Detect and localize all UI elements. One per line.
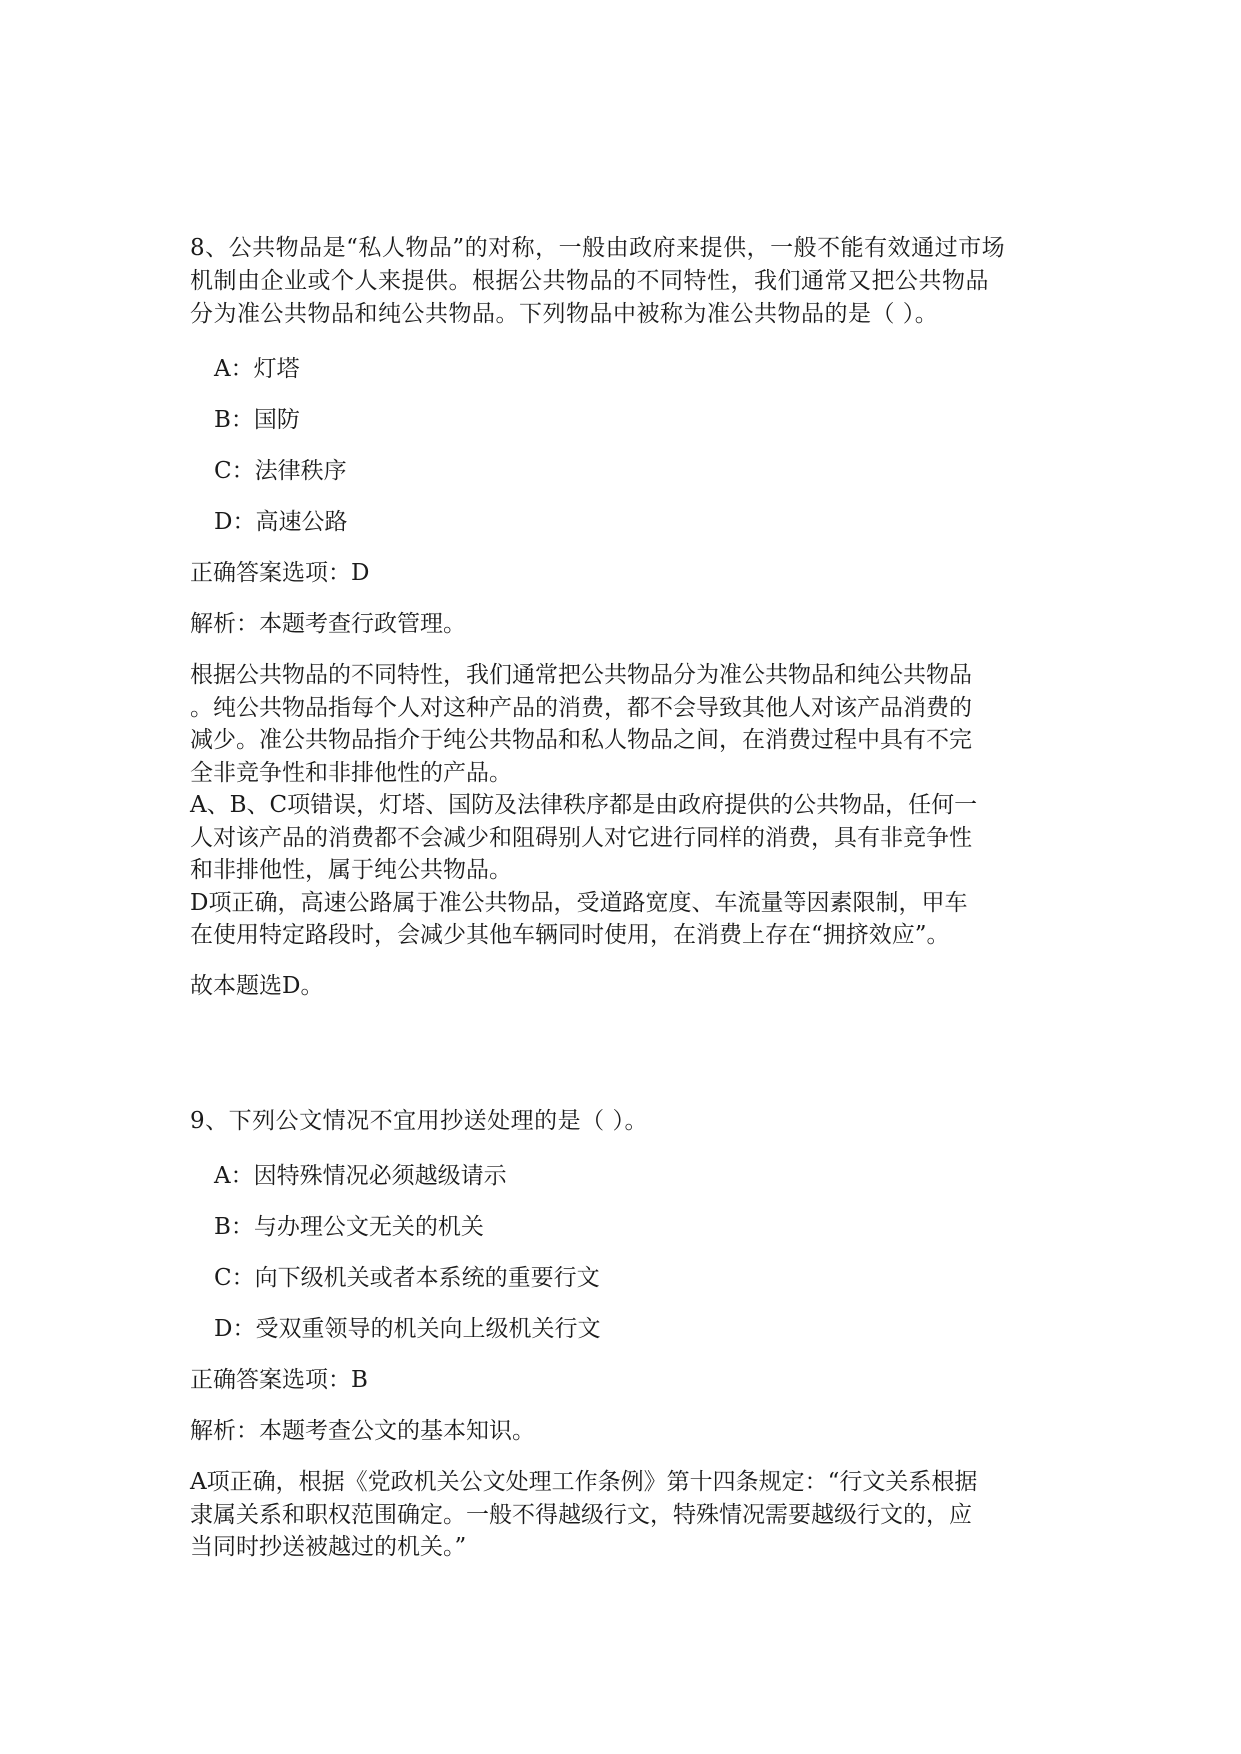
correct-answer: 正确答案选项：D bbox=[190, 560, 370, 586]
option-d: D：高速公路 bbox=[214, 509, 348, 535]
stem-line: 8、公共物品是“私人物品”的对称，一般由政府来提供，一般不能有效通过市场 bbox=[190, 235, 1006, 261]
question-9-stem bbox=[190, 1105, 1060, 1138]
question-8 bbox=[190, 232, 1060, 1003]
question-9-options bbox=[190, 1160, 1060, 1346]
analysis-line: 当同时抄送被越过的机关。” bbox=[190, 1534, 467, 1560]
question-9 bbox=[190, 1105, 1060, 1564]
option-c: C：法律秩序 bbox=[214, 458, 347, 484]
question-8-options bbox=[190, 353, 1060, 539]
analysis-line: A、B、C项错误，灯塔、国防及法律秩序都是由政府提供的公共物品，任何一 bbox=[190, 792, 978, 818]
correct-answer: 正确答案选项：B bbox=[190, 1367, 368, 1393]
analysis-line: 在使用特定路段时，会减少其他车辆同时使用，在消费上存在“拥挤效应”。 bbox=[190, 922, 950, 948]
analysis-line: 全非竞争性和非排他性的产品。 bbox=[190, 759, 512, 786]
analysis-line: A项正确，根据《党政机关公文处理工作条例》第十四条规定：“行文关系根据 bbox=[190, 1469, 978, 1495]
analysis-title: 解析：本题考查行政管理。 bbox=[190, 611, 466, 637]
stem-line: 分为准公共物品和纯公共物品。下列物品中被称为准公共物品的是（ ）。 bbox=[190, 301, 939, 327]
analysis-body bbox=[190, 659, 1060, 952]
stem-line: 机制由企业或个人来提供。根据公共物品的不同特性，我们通常又把公共物品 bbox=[190, 268, 989, 294]
analysis-line: 和非排他性，属于纯公共物品。 bbox=[190, 857, 512, 883]
option-b: B：国防 bbox=[214, 407, 300, 433]
stem-line: 9、下列公文情况不宜用抄送处理的是（ ）。 bbox=[190, 1108, 648, 1134]
option-c: C：向下级机关或者本系统的重要行文 bbox=[214, 1265, 600, 1291]
analysis-line: 。纯公共物品指每个人对这种产品的消费，都不会导致其他人对该产品消费的 bbox=[190, 694, 972, 721]
option-d: D：受双重领导的机关向上级机关行文 bbox=[214, 1316, 601, 1342]
question-8-stem bbox=[190, 232, 1060, 331]
option-a: A：因特殊情况必须越级请示 bbox=[214, 1163, 507, 1189]
analysis-body bbox=[190, 1466, 1060, 1564]
analysis-line: 人对该产品的消费都不会减少和阻碍别人对它进行同样的消费，具有非竞争性 bbox=[190, 824, 972, 851]
analysis-line: D项正确，高速公路属于准公共物品，受道路宽度、车流量等因素限制，甲车 bbox=[190, 889, 968, 916]
option-b: B：与办理公文无关的机关 bbox=[214, 1214, 484, 1240]
analysis-title: 解析：本题考查公文的基本知识。 bbox=[190, 1418, 535, 1444]
analysis-line: 减少。准公共物品指介于纯公共物品和私人物品之间，在消费过程中具有不完 bbox=[190, 727, 972, 753]
conclusion: 故本题选D。 bbox=[190, 972, 324, 999]
option-a: A：灯塔 bbox=[214, 356, 300, 382]
analysis-line: 根据公共物品的不同特性，我们通常把公共物品分为准公共物品和纯公共物品 bbox=[190, 662, 972, 688]
analysis-line: 隶属关系和职权范围确定。一般不得越级行文，特殊情况需要越级行文的，应 bbox=[190, 1501, 972, 1528]
